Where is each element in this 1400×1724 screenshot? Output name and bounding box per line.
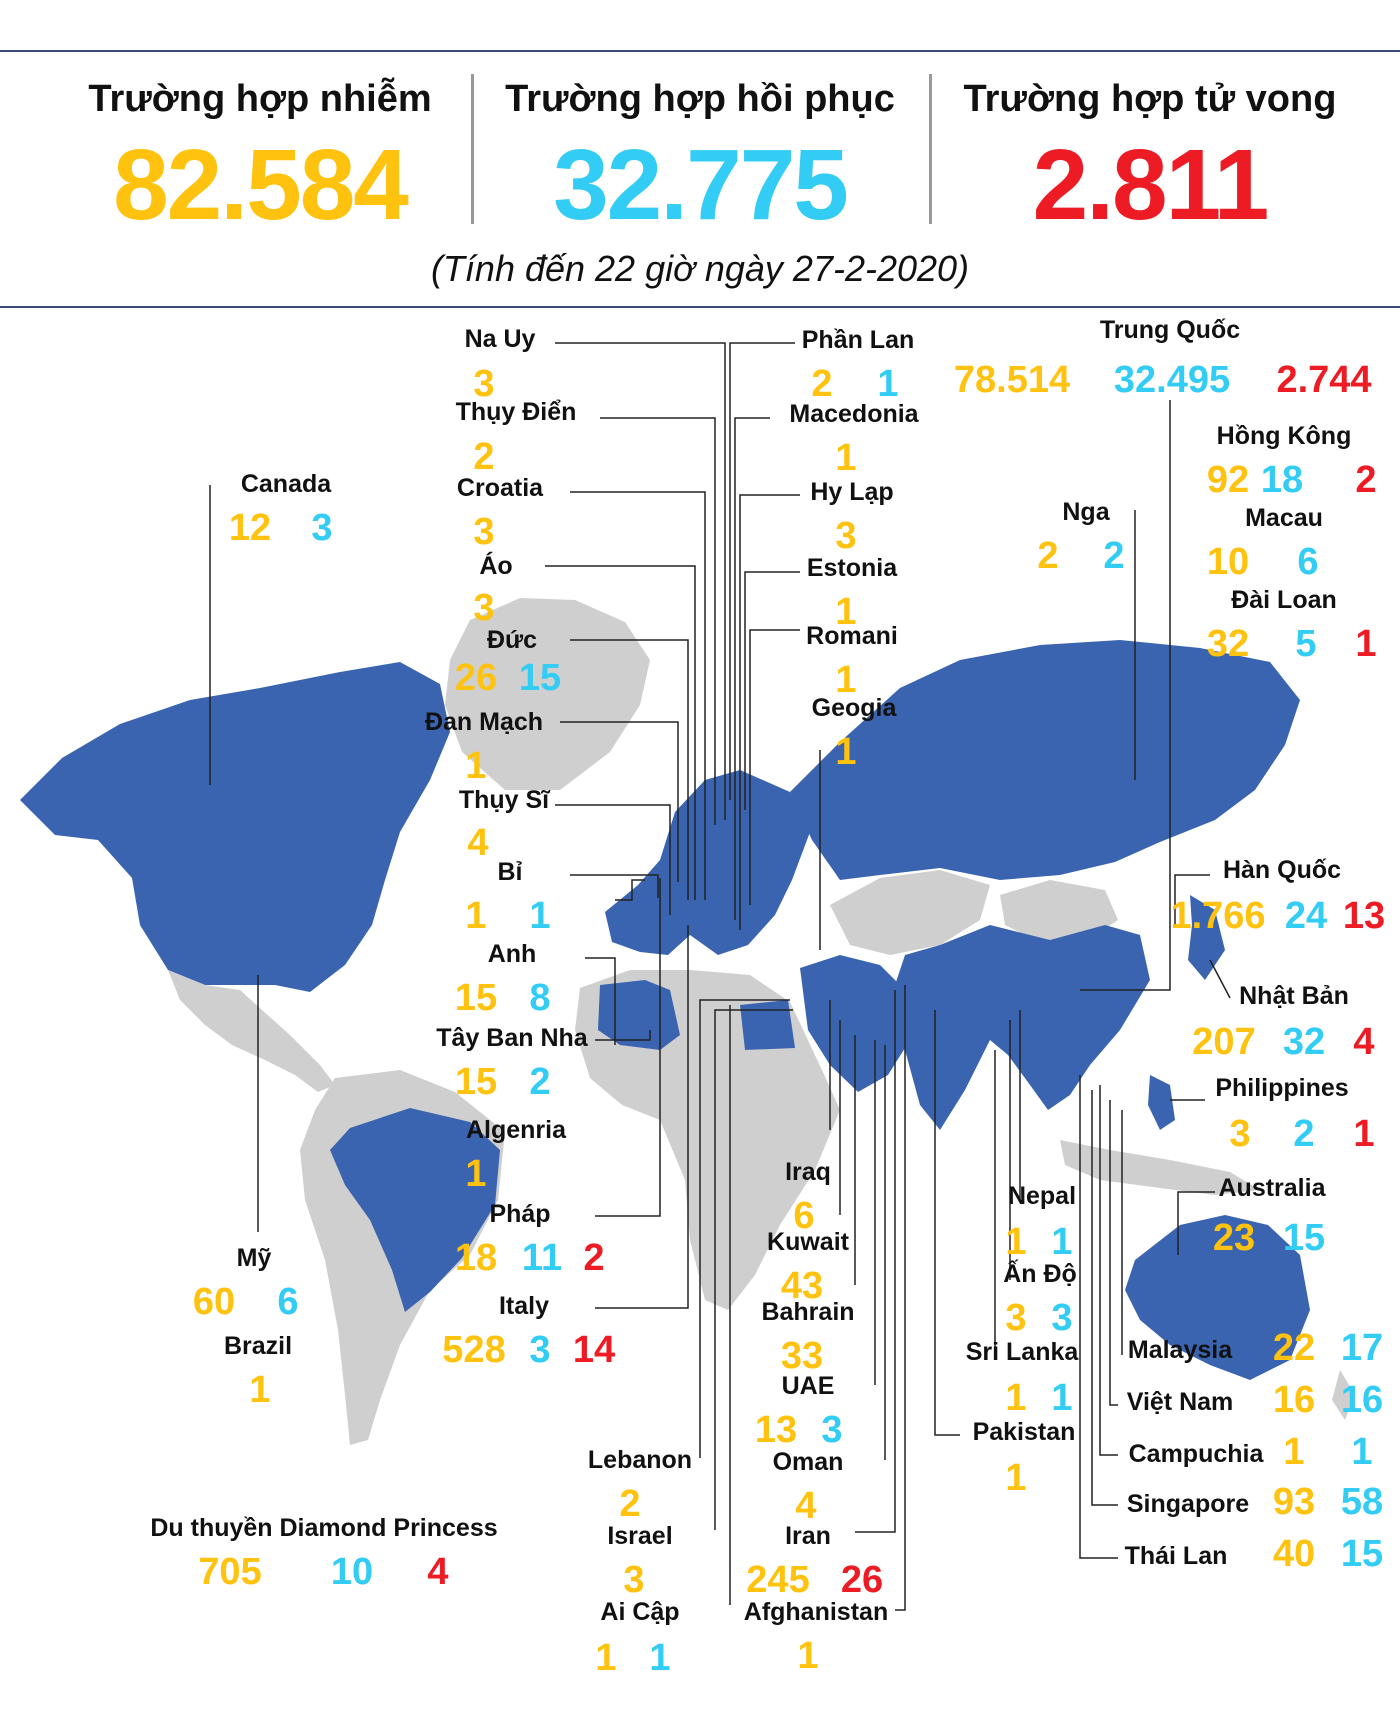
han-quoc-name: Hàn Quốc bbox=[1222, 856, 1342, 884]
israel-infected-value: 3 bbox=[623, 1559, 645, 1601]
phap-deaths-value: 2 bbox=[583, 1237, 605, 1279]
bi-recovered-value: 1 bbox=[529, 895, 551, 937]
deaths-total: 2.811 bbox=[1032, 129, 1268, 241]
recovered-label: Trường hợp hồi phục bbox=[505, 78, 895, 120]
brazil-infected-value: 1 bbox=[249, 1369, 271, 1411]
italy-recovered-value: 3 bbox=[529, 1329, 551, 1371]
europe-shape bbox=[605, 770, 810, 955]
as-of-date: (Tính đến 22 giờ ngày 27-2-2020) bbox=[430, 248, 970, 289]
hong-kong-recovered-value: 18 bbox=[1260, 459, 1304, 501]
du-thuyen-diamond-princess-recovered-value: 10 bbox=[330, 1551, 374, 1593]
phan-lan-infected-value: 2 bbox=[811, 363, 833, 405]
dai-loan-infected-value: 32 bbox=[1206, 623, 1250, 665]
dan-mach-infected-value: 1 bbox=[465, 745, 487, 787]
country-viet-nam bbox=[1127, 1379, 1383, 1421]
country-han-quoc bbox=[1170, 856, 1385, 937]
nga-name: Nga bbox=[1062, 498, 1110, 526]
viet-nam-infected-value: 16 bbox=[1272, 1379, 1316, 1421]
country-croatia bbox=[457, 474, 544, 553]
duc-name: Đức bbox=[486, 626, 538, 654]
country-israel bbox=[607, 1522, 672, 1601]
pakistan-infected-value: 1 bbox=[1005, 1457, 1027, 1499]
leader-campuchia bbox=[1100, 1085, 1118, 1455]
hy-lap-infected-value: 3 bbox=[835, 515, 857, 557]
thuy-dien-infected-value: 2 bbox=[473, 436, 495, 478]
sri-lanka-recovered-value: 1 bbox=[1051, 1377, 1073, 1419]
country-anh bbox=[455, 940, 551, 1019]
australia-name: Australia bbox=[1218, 1174, 1326, 1202]
du-thuyen-diamond-princess-name: Du thuyền Diamond Princess bbox=[150, 1514, 498, 1542]
dan-mach-name: Đan Mạch bbox=[424, 708, 544, 736]
country-afghanistan bbox=[744, 1598, 888, 1677]
campuchia-infected-value: 1 bbox=[1283, 1431, 1305, 1473]
anh-infected-value: 15 bbox=[454, 977, 498, 1019]
nga-recovered-value: 2 bbox=[1103, 535, 1125, 577]
country-du-thuyen-diamond-princess bbox=[150, 1514, 497, 1593]
dai-loan-name: Đài Loan bbox=[1231, 586, 1337, 614]
nhat-ban-infected-value: 207 bbox=[1192, 1021, 1256, 1063]
algenria-infected-value: 1 bbox=[465, 1153, 487, 1195]
croatia-name: Croatia bbox=[456, 474, 544, 502]
my-infected-value: 60 bbox=[192, 1281, 236, 1323]
country-kuwait bbox=[767, 1228, 850, 1307]
australia-recovered-value: 15 bbox=[1282, 1217, 1326, 1259]
afghanistan-infected-value: 1 bbox=[797, 1635, 819, 1677]
philippines-infected-value: 3 bbox=[1229, 1113, 1251, 1155]
an-do-infected-value: 3 bbox=[1005, 1297, 1027, 1339]
na-uy-name: Na Uy bbox=[464, 325, 536, 353]
macedonia-infected-value: 1 bbox=[835, 437, 857, 479]
estonia-name: Estonia bbox=[806, 554, 898, 582]
north-america-shape bbox=[20, 662, 450, 992]
hong-kong-infected-value: 92 bbox=[1206, 459, 1250, 501]
na-uy-infected-value: 3 bbox=[473, 363, 495, 405]
algenria-name: Algenria bbox=[465, 1116, 567, 1144]
trung-quoc-infected-value: 78.514 bbox=[953, 359, 1071, 401]
country-lebanon bbox=[588, 1446, 692, 1525]
croatia-infected-value: 3 bbox=[473, 511, 495, 553]
du-thuyen-diamond-princess-deaths-value: 4 bbox=[427, 1551, 449, 1593]
an-do-recovered-value: 3 bbox=[1051, 1297, 1073, 1339]
trung-quoc-recovered-value: 32.495 bbox=[1113, 359, 1231, 401]
thuy-si-infected-value: 4 bbox=[467, 822, 489, 864]
recovered-total: 32.775 bbox=[553, 129, 847, 241]
country-trung-quoc bbox=[954, 316, 1372, 401]
nga-infected-value: 2 bbox=[1037, 535, 1059, 577]
country-canada bbox=[229, 470, 333, 549]
infected-total: 82.584 bbox=[113, 129, 407, 241]
macau-name: Macau bbox=[1245, 504, 1323, 532]
ao-name: Áo bbox=[479, 552, 513, 580]
ao-infected-value: 3 bbox=[473, 587, 495, 629]
phap-recovered-value: 11 bbox=[521, 1237, 563, 1279]
malaysia-recovered-value: 17 bbox=[1340, 1327, 1384, 1369]
uae-name: UAE bbox=[781, 1372, 835, 1400]
country-italy bbox=[442, 1292, 615, 1371]
an-do-name: Ấn Độ bbox=[1003, 1260, 1077, 1288]
leader-nhat-ban bbox=[1210, 960, 1230, 998]
tay-ban-nha-name: Tây Ban Nha bbox=[436, 1024, 588, 1052]
country-bi bbox=[465, 858, 550, 937]
brazil-name: Brazil bbox=[223, 1332, 293, 1360]
anh-recovered-value: 8 bbox=[529, 977, 551, 1019]
anh-name: Anh bbox=[487, 940, 537, 968]
han-quoc-infected-value: 1.766 bbox=[1170, 895, 1266, 937]
country-sri-lanka bbox=[966, 1338, 1080, 1419]
country-iran bbox=[746, 1522, 883, 1601]
nhat-ban-deaths-value: 4 bbox=[1353, 1021, 1375, 1063]
nhat-ban-recovered-value: 32 bbox=[1282, 1021, 1326, 1063]
philippines-shape bbox=[1148, 1075, 1175, 1130]
trung-quoc-deaths-value: 2.744 bbox=[1276, 359, 1372, 401]
thai-lan-recovered-value: 15 bbox=[1340, 1533, 1384, 1575]
nhat-ban-name: Nhật Bản bbox=[1239, 982, 1349, 1010]
country-nepal bbox=[1005, 1182, 1076, 1263]
geogia-infected-value: 1 bbox=[835, 731, 857, 773]
uae-recovered-value: 3 bbox=[821, 1409, 843, 1451]
italy-deaths-value: 14 bbox=[572, 1329, 616, 1371]
phap-name: Pháp bbox=[489, 1200, 551, 1228]
hong-kong-name: Hồng Kông bbox=[1216, 422, 1352, 450]
israel-name: Israel bbox=[607, 1522, 673, 1550]
country-thuy-si bbox=[459, 786, 551, 864]
philippines-deaths-value: 1 bbox=[1353, 1113, 1375, 1155]
singapore-recovered-value: 58 bbox=[1340, 1481, 1384, 1523]
country-pakistan bbox=[973, 1418, 1076, 1499]
afghanistan-name: Afghanistan bbox=[743, 1598, 889, 1626]
bi-infected-value: 1 bbox=[465, 895, 487, 937]
thuy-dien-name: Thụy Điển bbox=[455, 398, 577, 426]
thuy-si-name: Thụy Sĩ bbox=[458, 786, 550, 814]
country-phan-lan bbox=[802, 326, 915, 405]
country-hong-kong bbox=[1207, 422, 1377, 501]
macedonia-name: Macedonia bbox=[789, 400, 919, 428]
iraq-name: Iraq bbox=[785, 1158, 831, 1186]
bi-name: Bỉ bbox=[497, 858, 523, 886]
country-bahrain bbox=[761, 1298, 854, 1377]
country-thai-lan bbox=[1125, 1533, 1384, 1575]
country-philippines bbox=[1215, 1074, 1374, 1155]
oman-infected-value: 4 bbox=[795, 1485, 817, 1527]
macau-infected-value: 10 bbox=[1206, 541, 1250, 583]
tay-ban-nha-recovered-value: 2 bbox=[529, 1061, 551, 1103]
leader-afghanistan bbox=[895, 985, 905, 1610]
thai-lan-name: Thái Lan bbox=[1124, 1542, 1228, 1570]
dai-loan-recovered-value: 5 bbox=[1295, 623, 1317, 665]
uae-infected-value: 13 bbox=[754, 1409, 798, 1451]
italy-name: Italy bbox=[498, 1292, 550, 1320]
country-singapore bbox=[1127, 1481, 1383, 1523]
canada-recovered-value: 3 bbox=[311, 507, 333, 549]
duc-recovered-value: 15 bbox=[518, 657, 562, 699]
ai-cap-infected-value: 1 bbox=[595, 1637, 617, 1679]
infected-label: Trường hợp nhiễm bbox=[88, 78, 432, 120]
country-campuchia bbox=[1129, 1431, 1373, 1473]
campuchia-name: Campuchia bbox=[1128, 1440, 1264, 1468]
leader-viet-nam bbox=[1110, 1100, 1118, 1405]
phan-lan-recovered-value: 1 bbox=[877, 363, 899, 405]
estonia-infected-value: 1 bbox=[835, 591, 857, 633]
iran-infected-value: 245 bbox=[746, 1559, 810, 1601]
russia-shape bbox=[790, 640, 1300, 880]
country-macedonia bbox=[789, 400, 919, 479]
tay-ban-nha-infected-value: 15 bbox=[454, 1061, 498, 1103]
country-na-uy bbox=[465, 325, 536, 405]
han-quoc-deaths-value: 13 bbox=[1342, 895, 1386, 937]
phan-lan-name: Phần Lan bbox=[801, 326, 915, 354]
romani-infected-value: 1 bbox=[835, 659, 857, 701]
philippines-name: Philippines bbox=[1215, 1074, 1349, 1102]
hy-lap-name: Hy Lạp bbox=[810, 478, 894, 506]
phap-infected-value: 18 bbox=[454, 1237, 498, 1279]
country-brazil bbox=[224, 1332, 292, 1411]
country-nga bbox=[1037, 498, 1124, 577]
country-an-do bbox=[1003, 1259, 1077, 1339]
country-ai-cap bbox=[595, 1598, 679, 1679]
iran-deaths-value: 26 bbox=[840, 1559, 884, 1601]
sri-lanka-name: Sri Lanka bbox=[965, 1338, 1079, 1366]
country-thuy-dien bbox=[456, 398, 577, 478]
country-nhat-ban bbox=[1192, 982, 1374, 1063]
country-oman bbox=[773, 1448, 844, 1527]
viet-nam-recovered-value: 16 bbox=[1340, 1379, 1384, 1421]
iraq-infected-value: 6 bbox=[793, 1195, 815, 1237]
country-my bbox=[193, 1244, 299, 1323]
leader-estonia bbox=[745, 572, 800, 810]
ai-cap-name: Ai Cập bbox=[600, 1598, 680, 1626]
ai-cap-recovered-value: 1 bbox=[649, 1637, 671, 1679]
philippines-recovered-value: 2 bbox=[1293, 1113, 1315, 1155]
dai-loan-deaths-value: 1 bbox=[1355, 623, 1377, 665]
canada-name: Canada bbox=[240, 470, 332, 498]
country-dai-loan bbox=[1207, 586, 1377, 665]
lebanon-infected-value: 2 bbox=[619, 1483, 641, 1525]
singapore-name: Singapore bbox=[1126, 1490, 1250, 1518]
lebanon-name: Lebanon bbox=[587, 1446, 693, 1474]
country-algenria bbox=[465, 1116, 567, 1195]
kuwait-infected-value: 43 bbox=[780, 1265, 824, 1307]
bahrain-infected-value: 33 bbox=[780, 1335, 824, 1377]
han-quoc-recovered-value: 24 bbox=[1284, 895, 1328, 937]
trung-quoc-name: Trung Quốc bbox=[1099, 316, 1241, 344]
viet-nam-name: Việt Nam bbox=[1126, 1388, 1234, 1416]
campuchia-recovered-value: 1 bbox=[1351, 1431, 1373, 1473]
country-hy-lap bbox=[810, 478, 893, 557]
du-thuyen-diamond-princess-infected-value: 705 bbox=[198, 1551, 262, 1593]
romani-name: Romani bbox=[806, 622, 898, 650]
sri-lanka-infected-value: 1 bbox=[1005, 1377, 1027, 1419]
oman-name: Oman bbox=[772, 1448, 844, 1476]
hong-kong-deaths-value: 2 bbox=[1355, 459, 1377, 501]
my-name: Mỹ bbox=[236, 1244, 272, 1272]
thai-lan-infected-value: 40 bbox=[1272, 1533, 1316, 1575]
nepal-infected-value: 1 bbox=[1005, 1221, 1027, 1263]
country-tay-ban-nha bbox=[436, 1024, 589, 1103]
my-recovered-value: 6 bbox=[277, 1281, 299, 1323]
country-romani bbox=[806, 622, 898, 701]
egypt-shape bbox=[740, 1000, 795, 1050]
geogia-name: Geogia bbox=[811, 694, 897, 722]
singapore-infected-value: 93 bbox=[1272, 1481, 1316, 1523]
country-uae bbox=[755, 1372, 843, 1451]
pakistan-name: Pakistan bbox=[972, 1418, 1076, 1446]
macau-recovered-value: 6 bbox=[1297, 541, 1319, 583]
nepal-recovered-value: 1 bbox=[1051, 1221, 1073, 1263]
malaysia-name: Malaysia bbox=[1127, 1336, 1233, 1364]
canada-infected-value: 12 bbox=[228, 507, 272, 549]
iran-name: Iran bbox=[785, 1522, 831, 1550]
australia-infected-value: 23 bbox=[1212, 1217, 1256, 1259]
malaysia-infected-value: 22 bbox=[1272, 1327, 1316, 1369]
nepal-name: Nepal bbox=[1007, 1182, 1077, 1210]
duc-infected-value: 26 bbox=[454, 657, 498, 699]
country-macau bbox=[1207, 504, 1323, 583]
kuwait-name: Kuwait bbox=[767, 1228, 849, 1256]
bahrain-name: Bahrain bbox=[761, 1298, 855, 1326]
deaths-label: Trường hợp tử vong bbox=[963, 78, 1337, 120]
italy-infected-value: 528 bbox=[442, 1329, 506, 1371]
